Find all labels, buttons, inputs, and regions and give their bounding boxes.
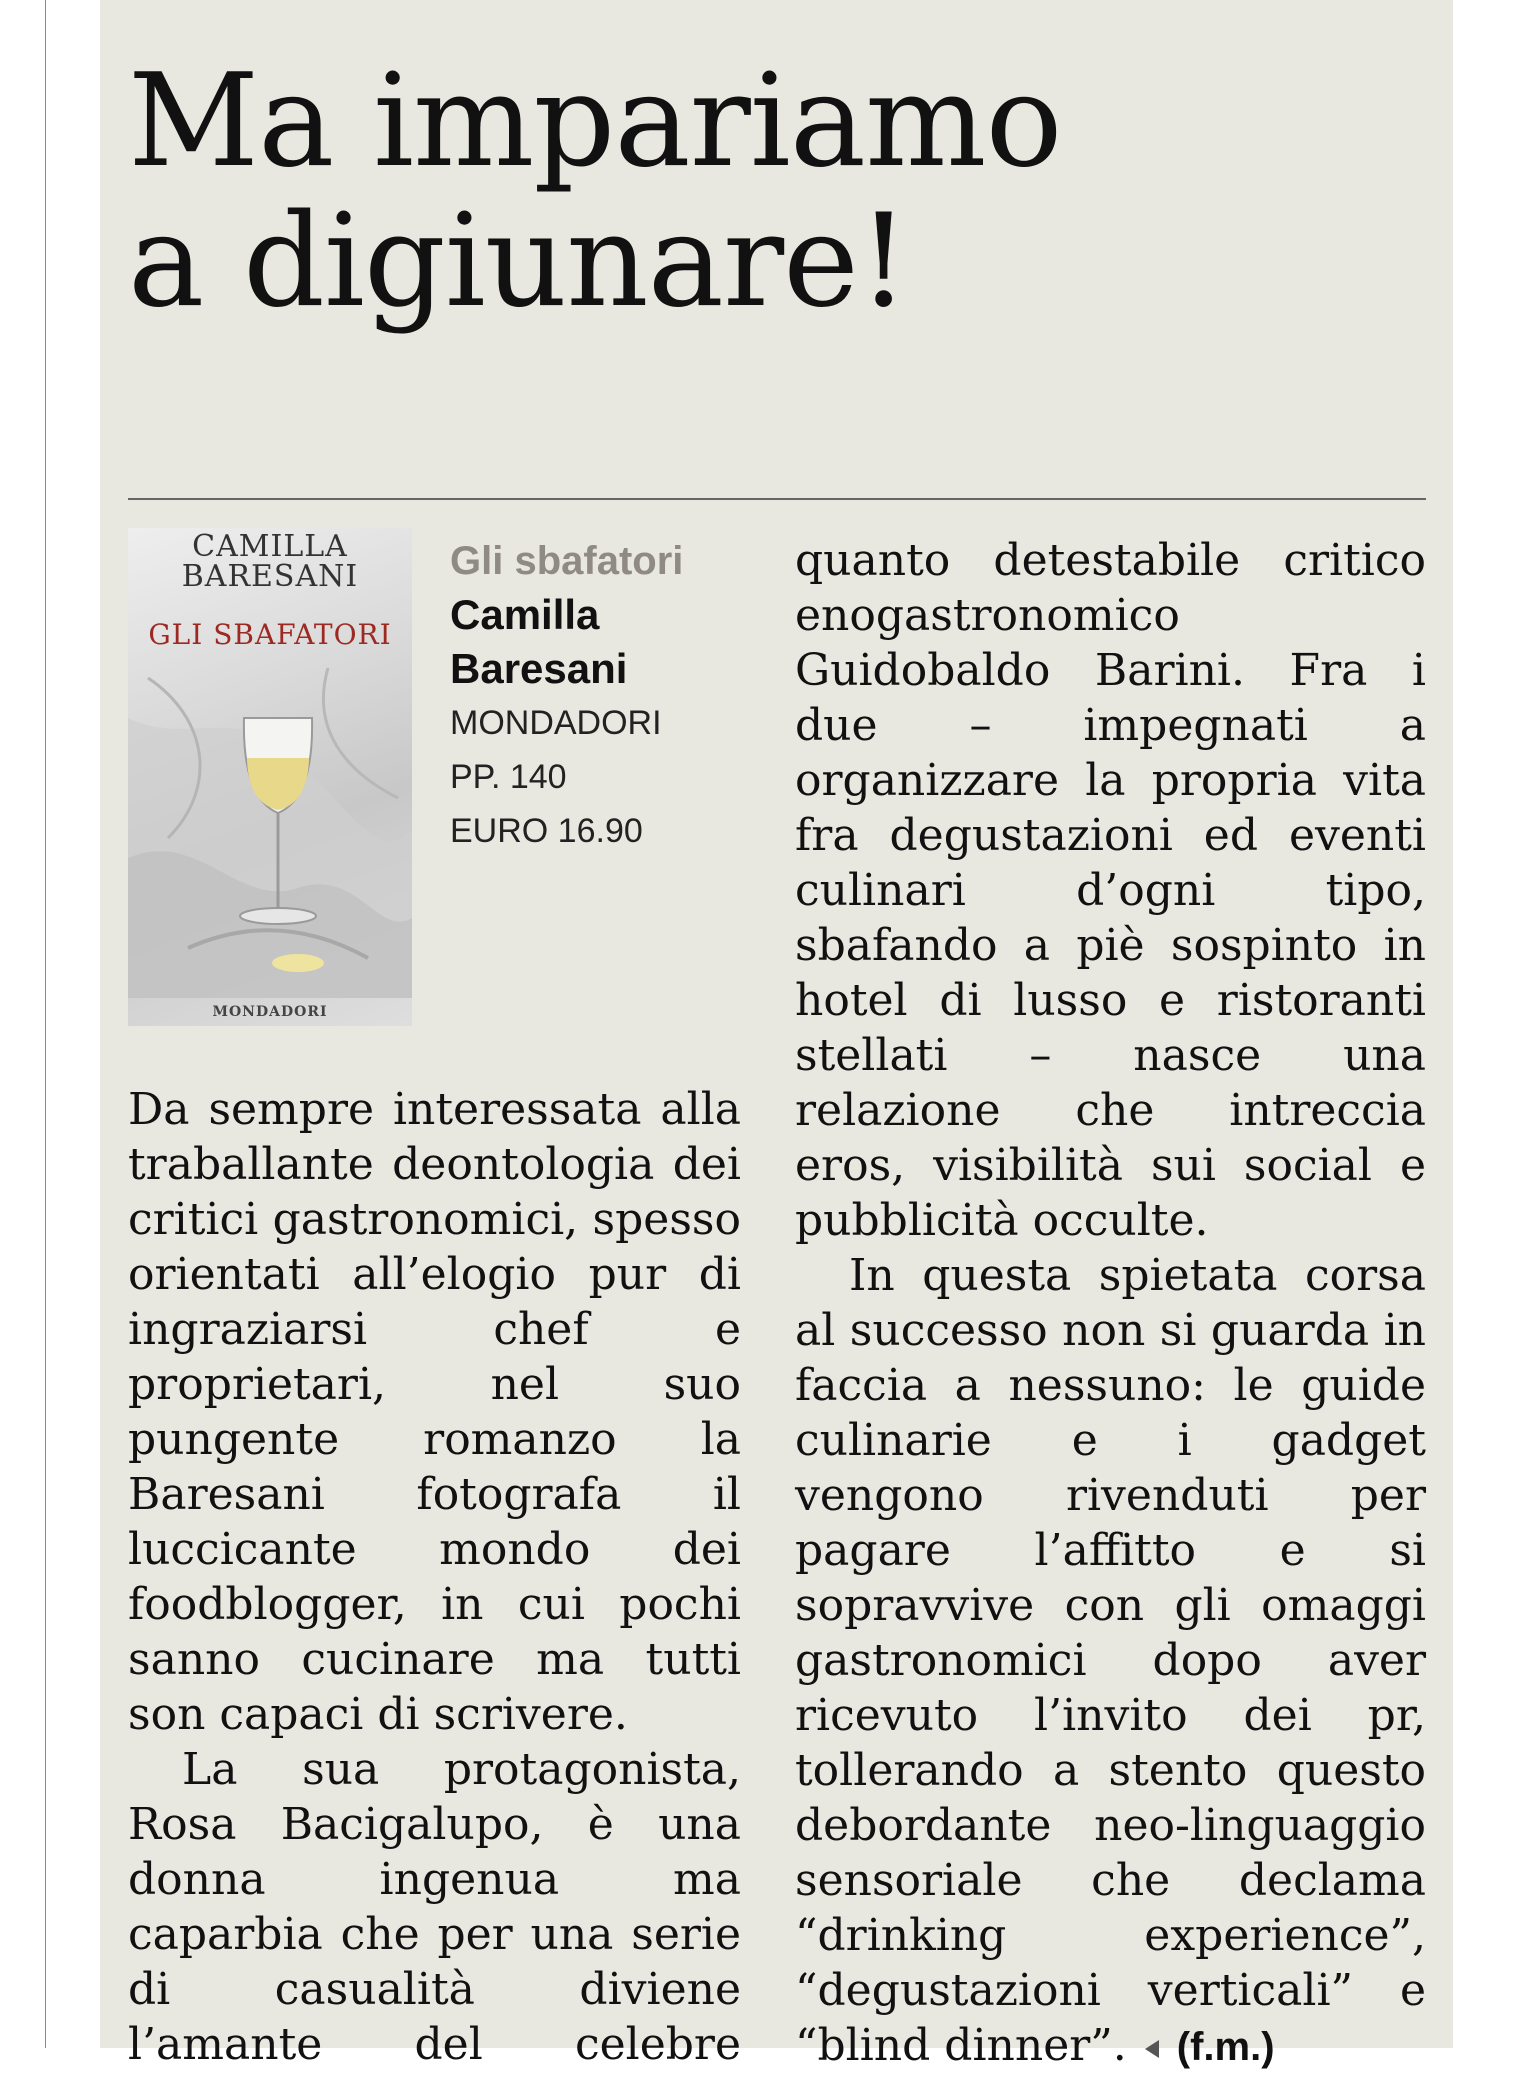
book-author-first: Camilla [450,591,600,638]
headline-line-2: a digiunare! [128,187,909,336]
end-mark-icon [1145,2040,1159,2058]
headline-divider [128,498,1426,500]
wine-glass-illustration [128,658,412,998]
book-pages: PP. 140 [450,758,567,796]
headline [128,47,1428,336]
book-info [450,534,730,858]
book-price: EURO 16.90 [450,812,643,850]
article-column-left [128,1082,741,2072]
article-page [100,0,1453,2071]
article-paragraph-3: quanto detestabile critico enogastronomico Guidobaldo Barini. Fra i due – impegnati a organizzare la propria vita fra degustazioni ed eventi culinari d’ogni tipo, sbafando a piè sospinto in hotel di lusso e ristoranti stellati – nasce una relazione che intreccia eros, visibilità sui social e pubblicità occulte. [795,535,1426,1246]
headline-line-1: Ma impariamo [128,47,1062,196]
author-signature: (f.m.) [1176,2025,1275,2069]
article-paragraph-1: Da sempre interessata alla traballante deontologia dei critici gastronomici, spesso orientati all’elogio pur di ingraziarsi chef e proprietari, nel suo pungente romanzo la Baresani fotografa il luccicante mondo dei foodblogger, in cui pochi sanno cucinare ma tutti son capaci di scrivere. [128,1084,741,1740]
book-author-last: Baresani [450,645,628,692]
article-paragraph-2: La sua protagonista, Rosa Bacigalupo, è una donna ingenua ma caparbia che per una serie di casualità diviene l’amante del celebre [128,1744,741,2070]
cover-title: GLI SBAFATORI [148,618,392,651]
book-cover-image [128,528,412,1026]
page-margin-rule [45,0,46,2048]
book-publisher: MONDADORI [450,704,662,742]
article-column-right [795,533,1426,2075]
article-paragraph-4-text: In questa spietata corsa al successo non si guarda in faccia a nessuno: le guide culinarie e i gadget vengono rivenduti per pagare l’affitto e si sopravvive con gli omaggi gastronomici dopo aver ricevuto l’invito dei pr, tollerando a stento questo debordante neo-linguaggio sensoriale che declama “drinking experience”, “degustazioni verticali” e “blind dinner”. [795,1250,1426,2071]
cover-author-line-2: BARESANI [181,559,359,594]
article-paragraph-4 [795,1248,1426,2075]
cover-publisher: MONDADORI [212,1004,328,1020]
cover-author-line-1: CAMILLA [192,529,348,564]
book-title: Gli sbafatori [450,539,684,583]
cover-author [128,529,412,594]
